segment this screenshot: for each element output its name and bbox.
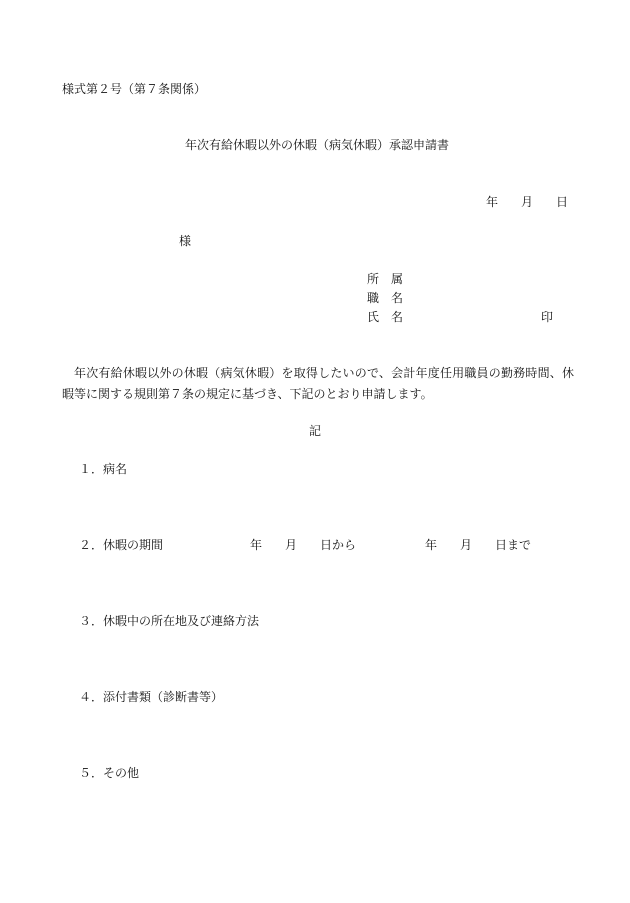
affiliation-label: 所 属	[367, 272, 404, 286]
date-day-label: 日	[556, 195, 569, 209]
form-number: 様式第２号（第７条関係）	[62, 82, 207, 96]
to-month-label: 月	[460, 538, 473, 552]
item-other: ５．その他	[79, 766, 140, 780]
leave-period-label: ２．休暇の期間	[79, 538, 164, 552]
addressee-suffix: 様	[179, 234, 192, 248]
name-label: 氏 名	[367, 310, 404, 324]
date-year-label: 年	[486, 195, 499, 209]
body-paragraph: 年次有給休暇以外の休暇（病気休暇）を取得したいので、会計年度任用職員の勤務時間、休暇等に関する規則第７条の規定に基づき、下記のとおり申請します。	[62, 366, 574, 401]
to-year-label: 年	[425, 538, 438, 552]
item-disease-name: １．病名	[79, 462, 128, 476]
item-contact-location: ３．休暇中の所在地及び連絡方法	[79, 614, 260, 628]
item-attachments: ４．添付書類（診断書等）	[79, 690, 224, 704]
seal-label: 印	[541, 310, 554, 324]
from-month-label: 月	[285, 538, 298, 552]
to-day-label: 日まで	[495, 538, 532, 552]
document-title: 年次有給休暇以外の休暇（病気休暇）承認申請書	[185, 138, 450, 152]
from-day-label: 日から	[320, 538, 357, 552]
from-year-label: 年	[250, 538, 263, 552]
ki-heading: 記	[309, 424, 322, 438]
date-month-label: 月	[521, 195, 534, 209]
position-label: 職 名	[367, 291, 404, 305]
